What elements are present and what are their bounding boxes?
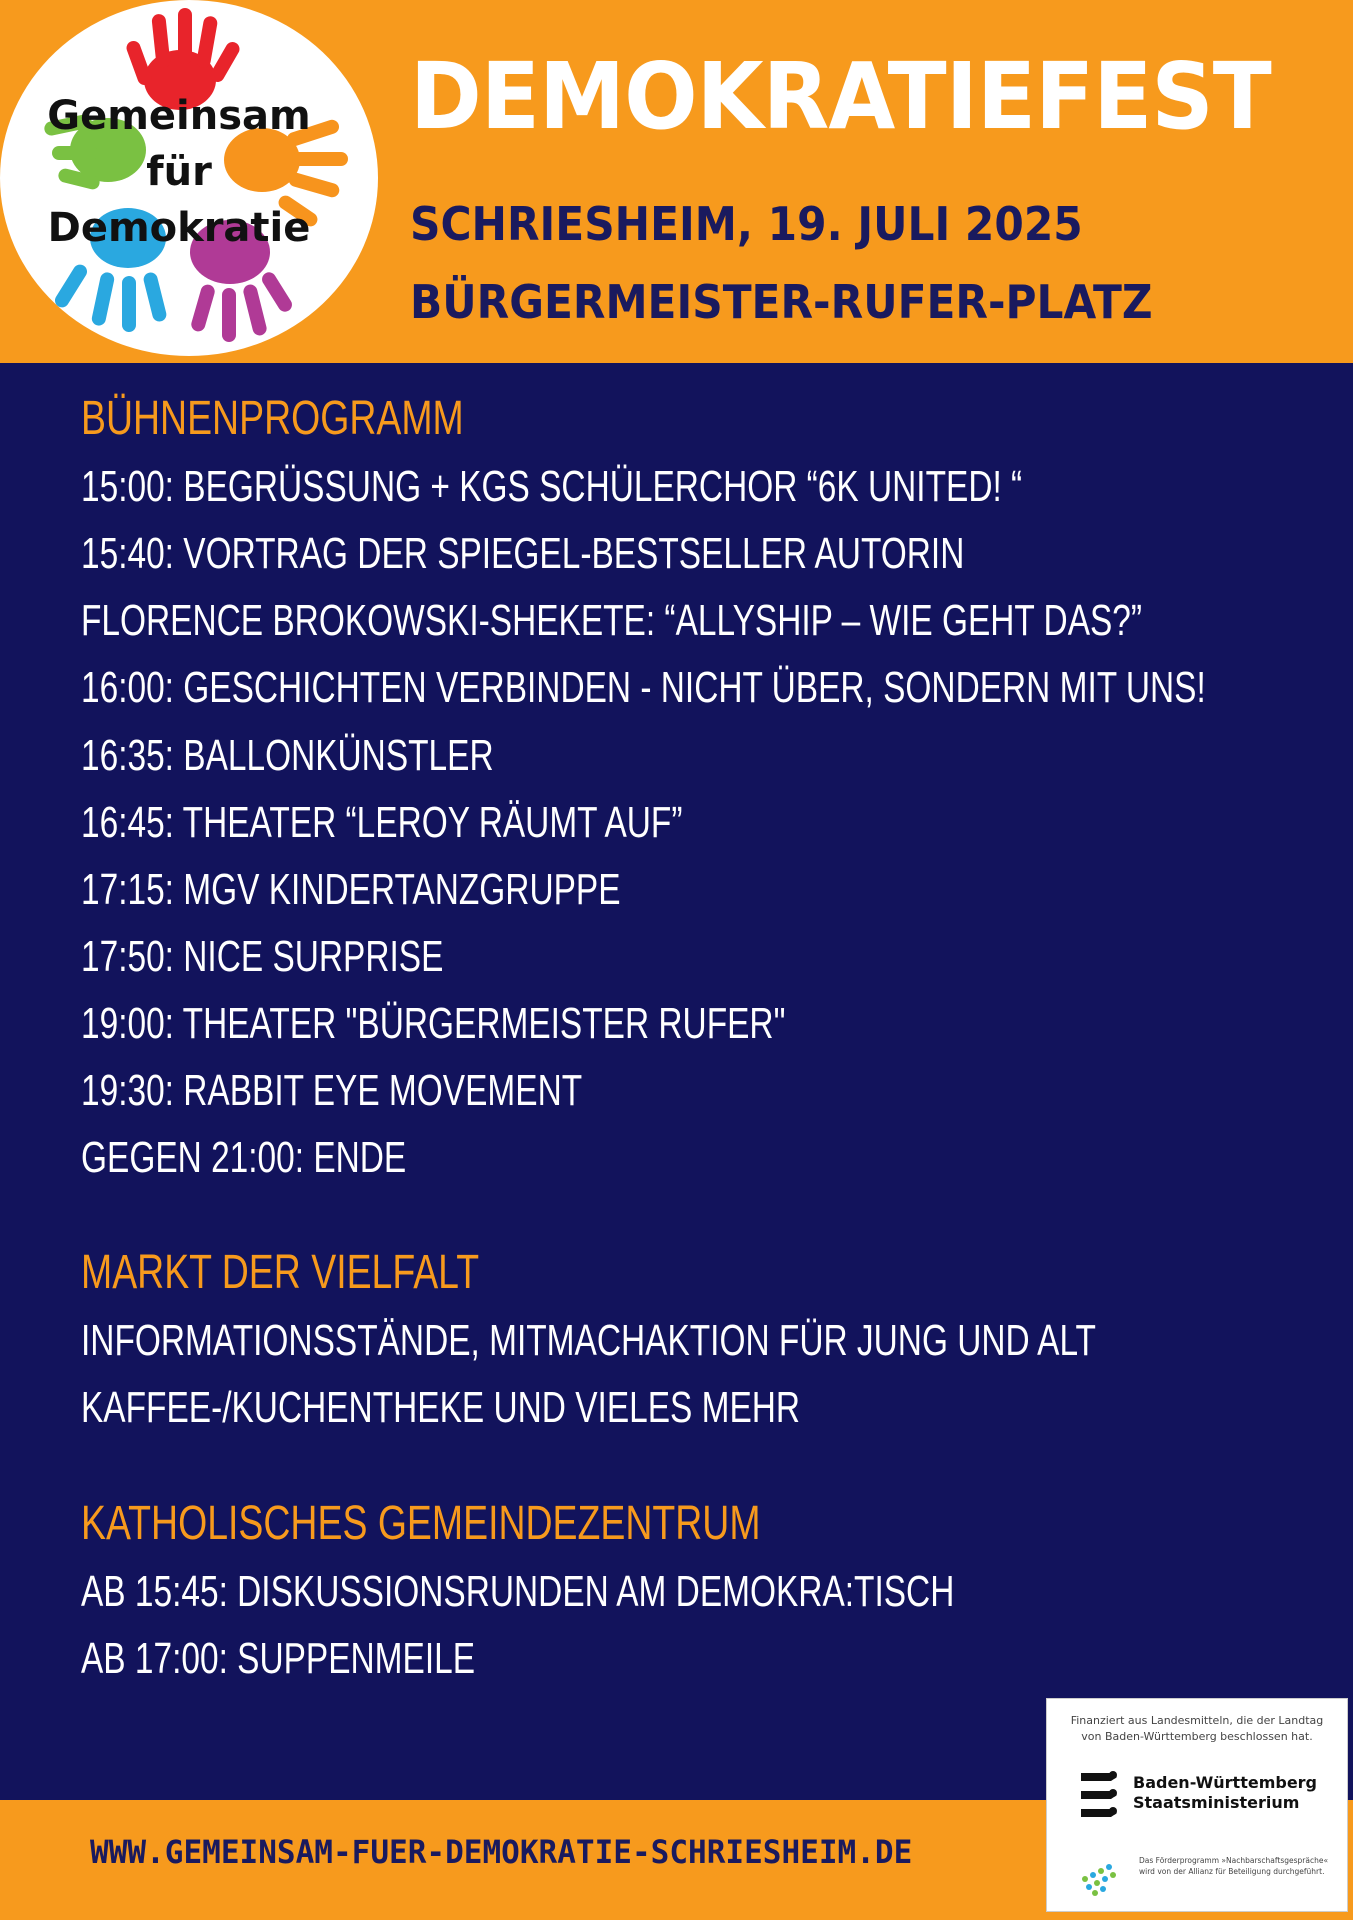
program-item: AB 15:45: DISKUSSIONSRUNDEN AM DEMOKRA:TISCH: [81, 1567, 955, 1616]
program-item: 17:15: MGV KINDERTANZGRUPPE: [81, 865, 621, 914]
program-item: 17:50: NICE SURPRISE: [81, 932, 444, 981]
program-item: FLORENCE BROKOWSKI-SHEKETE: “ALLYSHIP – WIE GEHT DAS?”: [81, 596, 1143, 645]
sponsor-note: [1055, 1713, 1339, 1745]
program-item: 16:45: THEATER “LEROY RÄUMT AUF”: [81, 798, 683, 847]
lions-coat-of-arms-icon: [1077, 1767, 1123, 1827]
bw-name-line-2: Staatsministerium: [1133, 1793, 1300, 1812]
logo-line-1: Gemeinsam: [47, 93, 311, 139]
program-item: KAFFEE-/KUCHENTHEKE UND VIELES MEHR: [81, 1383, 801, 1432]
allianz-note-line-1: Das Förderprogramm »Nachbarschaftsgespräche«: [1139, 1856, 1329, 1865]
program-item: 15:00: BEGRÜSSUNG + KGS SCHÜLERCHOR “6K UNITED! “: [81, 462, 1023, 511]
section-title-gemeindezentrum: KATHOLISCHES GEMEINDEZENTRUM: [81, 1497, 761, 1550]
bw-logo: [1077, 1767, 1337, 1827]
program-item: 16:00: GESCHICHTEN VERBINDEN - NICHT ÜBER, SONDERN MIT UNS!: [81, 663, 1206, 712]
program-item: AB 17:00: SUPPENMEILE: [81, 1634, 476, 1683]
program-panel: [0, 363, 1353, 1800]
allianz-note-line-2: wird von der Allianz für Beteiligung durchgeführt.: [1139, 1867, 1325, 1876]
event-date-line: SCHRIESHEIM, 19. JULI 2025: [410, 197, 1083, 251]
allianz-note: [1139, 1855, 1339, 1877]
section-title-markt: MARKT DER VIELFALT: [81, 1246, 480, 1299]
bw-name-line-1: Baden-Württemberg: [1133, 1773, 1318, 1792]
program-item: 15:40: VORTRAG DER SPIEGEL-BESTSELLER AUTORIN: [81, 529, 965, 578]
header-banner: [0, 0, 1353, 363]
logo-line-2: für: [146, 149, 212, 195]
sponsor-box: [1046, 1698, 1348, 1912]
website-link[interactable]: WWW.GEMEINSAM-FUER-DEMOKRATIE-SCHRIESHEIM.DE: [90, 1833, 913, 1871]
program-item: GEGEN 21:00: ENDE: [81, 1133, 407, 1182]
allianz-dots-icon: [1075, 1849, 1123, 1897]
sponsor-note-line-2: von Baden-Württemberg beschlossen hat.: [1081, 1730, 1313, 1743]
program-item: 16:35: BALLONKÜNSTLER: [81, 731, 494, 780]
logo-text: [0, 88, 358, 256]
logo-line-3: Demokratie: [47, 205, 311, 251]
program-item: 19:30: RABBIT EYE MOVEMENT: [81, 1066, 583, 1115]
sponsor-note-line-1: Finanziert aus Landesmitteln, die der Landtag: [1070, 1714, 1324, 1727]
section-title-buehnenprogramm: BÜHNENPROGRAMM: [81, 392, 464, 445]
event-title: DEMOKRATIEFEST: [410, 43, 1271, 150]
program-item: 19:00: THEATER "BÜRGERMEISTER RUFER": [81, 999, 786, 1048]
bw-name: [1133, 1773, 1317, 1813]
event-place-line: BÜRGERMEISTER-RUFER-PLATZ: [410, 275, 1153, 329]
program-item: INFORMATIONSSTÄNDE, MITMACHAKTION FÜR JUNG UND ALT: [81, 1316, 1096, 1365]
logo: [0, 0, 378, 356]
